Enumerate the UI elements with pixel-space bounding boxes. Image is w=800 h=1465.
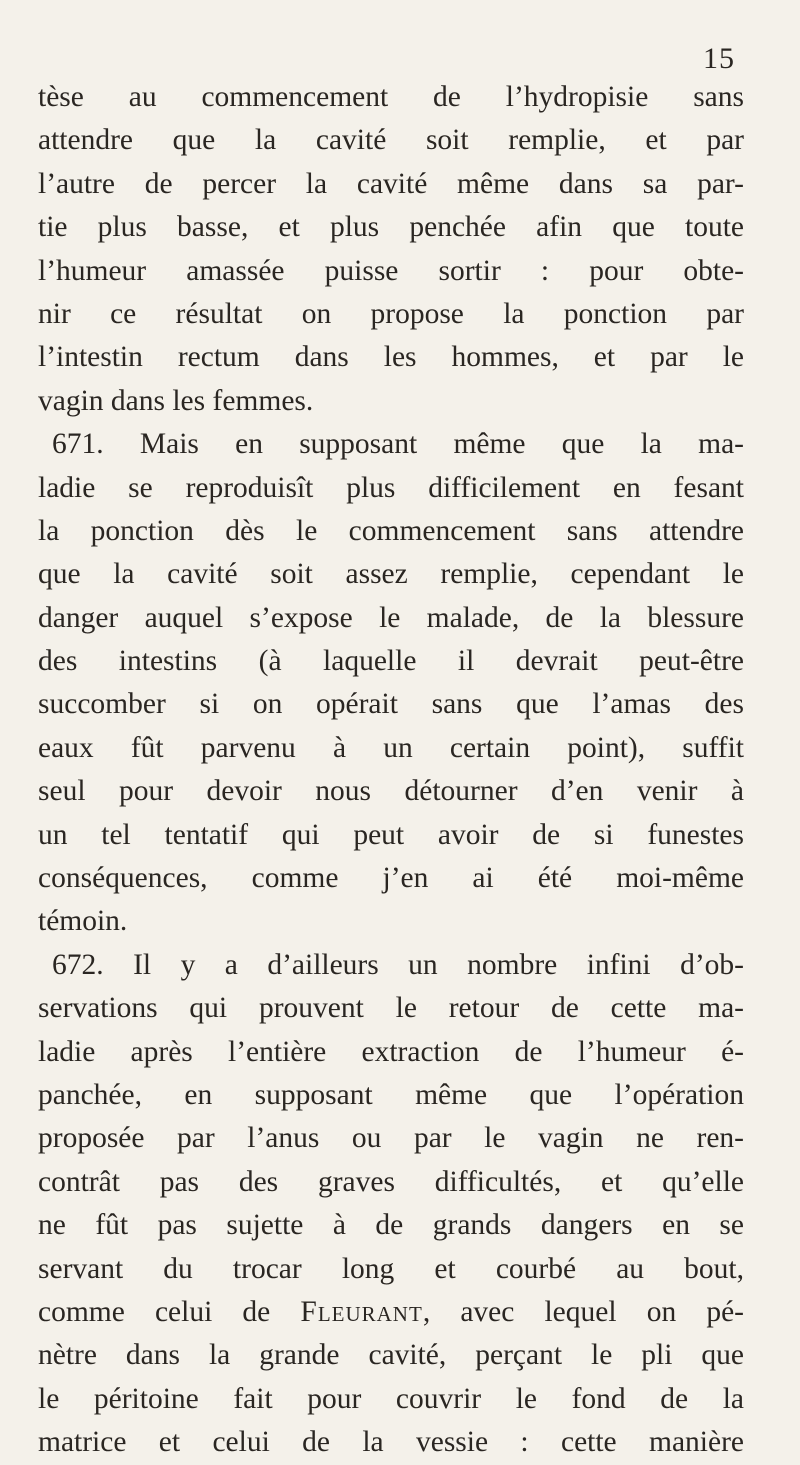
text-line: attendre que la cavité soit remplie, et par — [38, 124, 744, 157]
text-line: conséquences, comme j’en ai été moi-même — [38, 862, 744, 895]
text-line: proposée par l’anus ou par le vagin ne ren- — [38, 1122, 744, 1155]
text-line: l’autre de percer la cavité même dans sa par- — [38, 167, 744, 200]
text-line: servant du trocar long et courbé au bout, — [38, 1252, 744, 1285]
text-line: la ponction dès le commencement sans attendre — [38, 514, 744, 547]
text-line: succomber si on opérait sans que l’amas des — [38, 688, 744, 721]
text-line: nir ce résultat on propose la ponction par — [38, 297, 744, 330]
text-line: nètre dans la grande cavité, perçant le pli que — [38, 1339, 744, 1372]
text-line: contrât pas des graves difficultés, et qu’elle — [38, 1165, 744, 1198]
text-line: l’intestin rectum dans les hommes, et par le — [38, 341, 744, 374]
text-line: tie plus basse, et plus penchée afin que toute — [38, 211, 744, 244]
text-line: ladie après l’entière extraction de l’humeur é- — [38, 1035, 744, 1068]
page-number: 15 — [703, 42, 735, 75]
text-line: ladie se reproduisît plus difficilement en fesant — [38, 471, 744, 504]
text-line: des intestins (à laquelle il devrait peut-être — [38, 645, 744, 678]
text-line: eaux fût parvenu à un certain point), suffit — [38, 731, 744, 764]
text-fragment: , avec lequel on pé- — [422, 1295, 744, 1328]
text-fragment: comme celui de — [38, 1295, 271, 1328]
text-line: que la cavité soit assez remplie, cependant le — [38, 558, 744, 591]
text-line: le péritoine fait pour couvrir le fond de la — [38, 1382, 744, 1415]
paragraph-672-start: 672. Il y a d’ailleurs un nombre infini d’ob- — [52, 948, 744, 981]
body-text — [38, 76, 744, 1465]
text-line: vagin dans les femmes. — [38, 384, 314, 417]
text-line: danger auquel s’expose le malade, de la blessure — [38, 601, 744, 634]
text-line: seul pour devoir nous détourner d’en venir à — [38, 775, 744, 808]
proper-name: Fleurant — [300, 1295, 423, 1328]
text-line: servations qui prouvent le retour de cette ma- — [38, 992, 744, 1025]
text-line: l’humeur amassée puisse sortir : pour obte- — [38, 254, 744, 287]
text-line: tèse au commencement de l’hydropisie sans — [38, 81, 744, 113]
text-line: ne fût pas sujette à de grands dangers en se — [38, 1209, 744, 1242]
text-line-with-name — [38, 1291, 744, 1334]
text-line: panchée, en supposant même que l’opération — [38, 1078, 744, 1111]
text-line: matrice et celui de la vessie : cette manière — [38, 1426, 744, 1459]
text-line: témoin. — [38, 905, 128, 938]
paragraph-671-start: 671. Mais en supposant même que la ma- — [52, 428, 744, 461]
text-line: un tel tentatif qui peut avoir de si funestes — [38, 818, 744, 851]
